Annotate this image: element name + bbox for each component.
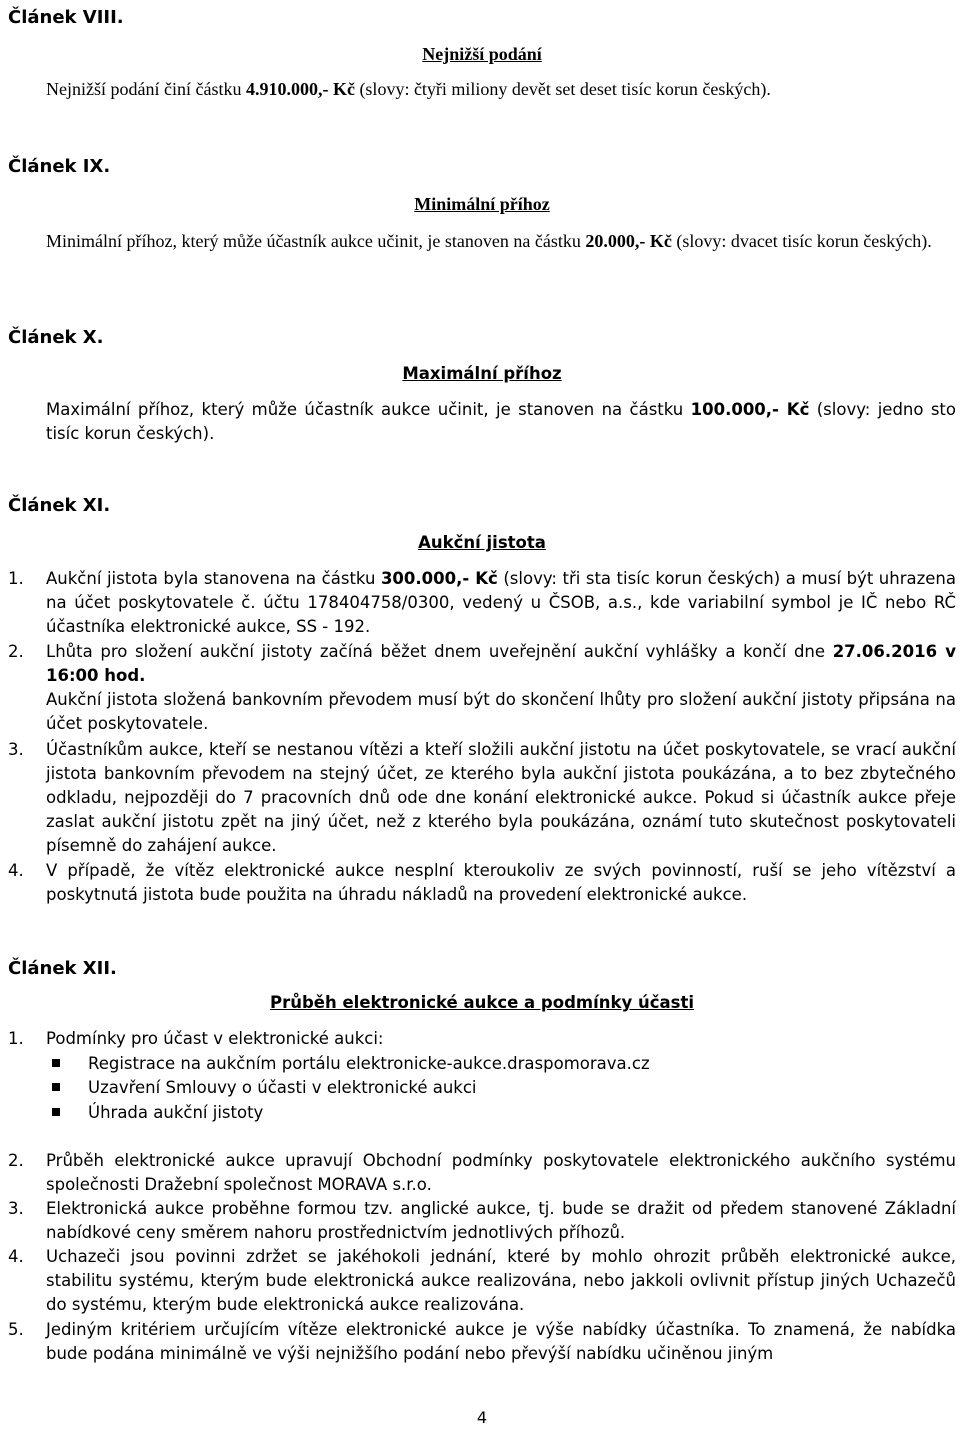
article-9-heading: Článek IX. — [8, 156, 111, 177]
article-11-item-2-text-a: Lhůta pro složení aukční jistoty začíná běžet dnem uveřejnění aukční vyhlášky a končí dne — [46, 642, 833, 661]
article-8-title: Nejnižší podání — [422, 44, 542, 64]
article-11-item-4-number: 4. — [8, 861, 24, 880]
bullet-marker — [52, 1108, 60, 1116]
article-11-item-1 — [46, 567, 956, 639]
bullet-marker — [52, 1083, 60, 1091]
article-11-item-2-number: 2. — [8, 642, 24, 661]
article-11-item-3-number: 3. — [8, 740, 24, 759]
article-11-item-1-text-a: Aukční jistota byla stanovena na částku — [46, 569, 381, 588]
article-12-item-5-number: 5. — [8, 1320, 24, 1339]
article-12-title: Průběh elektronické aukce a podmínky účasti — [270, 993, 694, 1012]
article-12-item-4-number: 4. — [8, 1247, 24, 1266]
bullet-item-contract: Uzavření Smlouvy o účasti v elektronické aukci — [88, 1078, 477, 1097]
article-10-title: Maximální příhoz — [402, 364, 562, 383]
bullet-item-deposit: Úhrada aukční jistoty — [88, 1103, 264, 1122]
article-9-title: Minimální příhoz — [414, 194, 550, 214]
article-12-item-2: Průběh elektronické aukce upravují Obchodní podmínky poskytovatele elektronického aukčního systému společnosti Dražební společnost MORAVA s.r.o. — [46, 1151, 956, 1194]
article-9-text — [46, 228, 956, 254]
article-10-amount: 100.000,- Kč — [690, 400, 810, 419]
article-12-item-1-number: 1. — [8, 1029, 24, 1048]
article-10-heading: Článek X. — [8, 327, 104, 348]
article-11-item-3: Účastníkům aukce, kteří se nestanou vítězi a kteří složili aukční jistotu na účet poskytovatele, se vrací aukční jistota bankovním převodem na stejný účet, ze kterého byla aukční jistota poukázána, a to bez zbytečného odkladu, nejpozději do 7 pracovních dnů ode dne konání elektronické aukce. Pokud si účastník aukce přeje zaslat aukční jistotu zpět na jiný účet, než z kterého byla poukázána, oznámí tuto skutečnost poskytovateli písemně do zahájení aukce. — [46, 740, 956, 855]
article-11-title: Aukční jistota — [418, 533, 546, 552]
article-12-item-4: Uchazeči jsou povinni zdržet se jakéhokoli jednání, které by mohlo ohrozit průběh elektronické aukce, stabilitu systému, kterým bude elektronická aukce realizována, nebo jakkoli ovlivnit přístup jiných Uchazečů do systému, kterým bude elektronická aukce realizována. — [46, 1247, 956, 1314]
article-12-item-3: Elektronická aukce proběhne formou tzv. anglické aukce, tj. bude se dražit od předem stanovené Základní nabídkové ceny směrem nahoru prostřednictvím jednotlivých příhozů. — [46, 1199, 956, 1242]
page-number: 4 — [476, 1408, 488, 1427]
article-12-item-2-number: 2. — [8, 1151, 24, 1170]
article-8-text-b: (slovy: čtyři miliony devět set deset tisíc korun českých). — [354, 79, 771, 99]
article-11-item-2 — [46, 640, 956, 688]
article-8-text-a: Nejnižší podání činí částku — [46, 79, 246, 99]
article-11-item-2-date: 27.06.2016 v 16:00 hod. — [46, 642, 956, 685]
bullet-item-registration: Registrace na aukčním portálu elektronicke-aukce.draspomorava.cz — [88, 1054, 650, 1073]
article-9-text-a: Minimální příhoz, který může účastník aukce učinit, je stanoven na částku — [46, 231, 586, 251]
article-11-item-1-number: 1. — [8, 569, 24, 588]
article-11-item-1-text-b: (slovy: tři sta tisíc korun českých) a musí být uhrazena na účet poskytovatele č. účtu 178404758/0300, vedený u ČSOB, a.s., kde variabilní symbol je IČ nebo RČ účastníka elektronické aukce, SS - 192. — [46, 569, 957, 636]
article-8-heading: Článek VIII. — [8, 7, 124, 28]
article-10-text-b: (slovy: jedno sto tisíc korun českých). — [46, 400, 956, 443]
article-11-heading: Článek XI. — [8, 495, 111, 516]
article-12-item-1: Podmínky pro účast v elektronické aukci: — [46, 1029, 384, 1048]
article-8-text — [46, 77, 956, 101]
article-10-text-a: Maximální příhoz, který může účastník aukce učinit, je stanoven na částku — [46, 400, 691, 419]
article-9-text-b: (slovy: dvacet tisíc korun českých). — [671, 231, 932, 251]
article-11-item-1-amount: 300.000,- Kč — [380, 569, 498, 588]
article-11-item-2-note: Aukční jistota složená bankovním převodem musí být do skončení lhůty pro složení aukční jistoty připsána na účet poskytovatele. — [46, 690, 956, 733]
article-11-item-4: V případě, že vítěz elektronické aukce nesplní kteroukoliv ze svých povinností, ruší se jeho vítězství a poskytnutá jistota bude použita na úhradu nákladů na provedení elektronické aukce. — [46, 861, 956, 904]
article-8-amount: 4.910.000,- Kč — [245, 79, 355, 99]
article-12-item-5: Jediným kritériem určujícím vítěze elektronické aukce je výše nabídky účastníka. To znamená, že nabídka bude podána minimálně ve výši nejnižšího podání nebo převýší nabídku učiněnou jiným — [46, 1320, 956, 1363]
article-12-heading: Článek XII. — [8, 958, 117, 979]
bullet-marker — [52, 1059, 60, 1067]
article-10-text — [46, 398, 956, 446]
article-12-item-3-number: 3. — [8, 1199, 24, 1218]
article-9-amount: 20.000,- Kč — [585, 231, 672, 251]
